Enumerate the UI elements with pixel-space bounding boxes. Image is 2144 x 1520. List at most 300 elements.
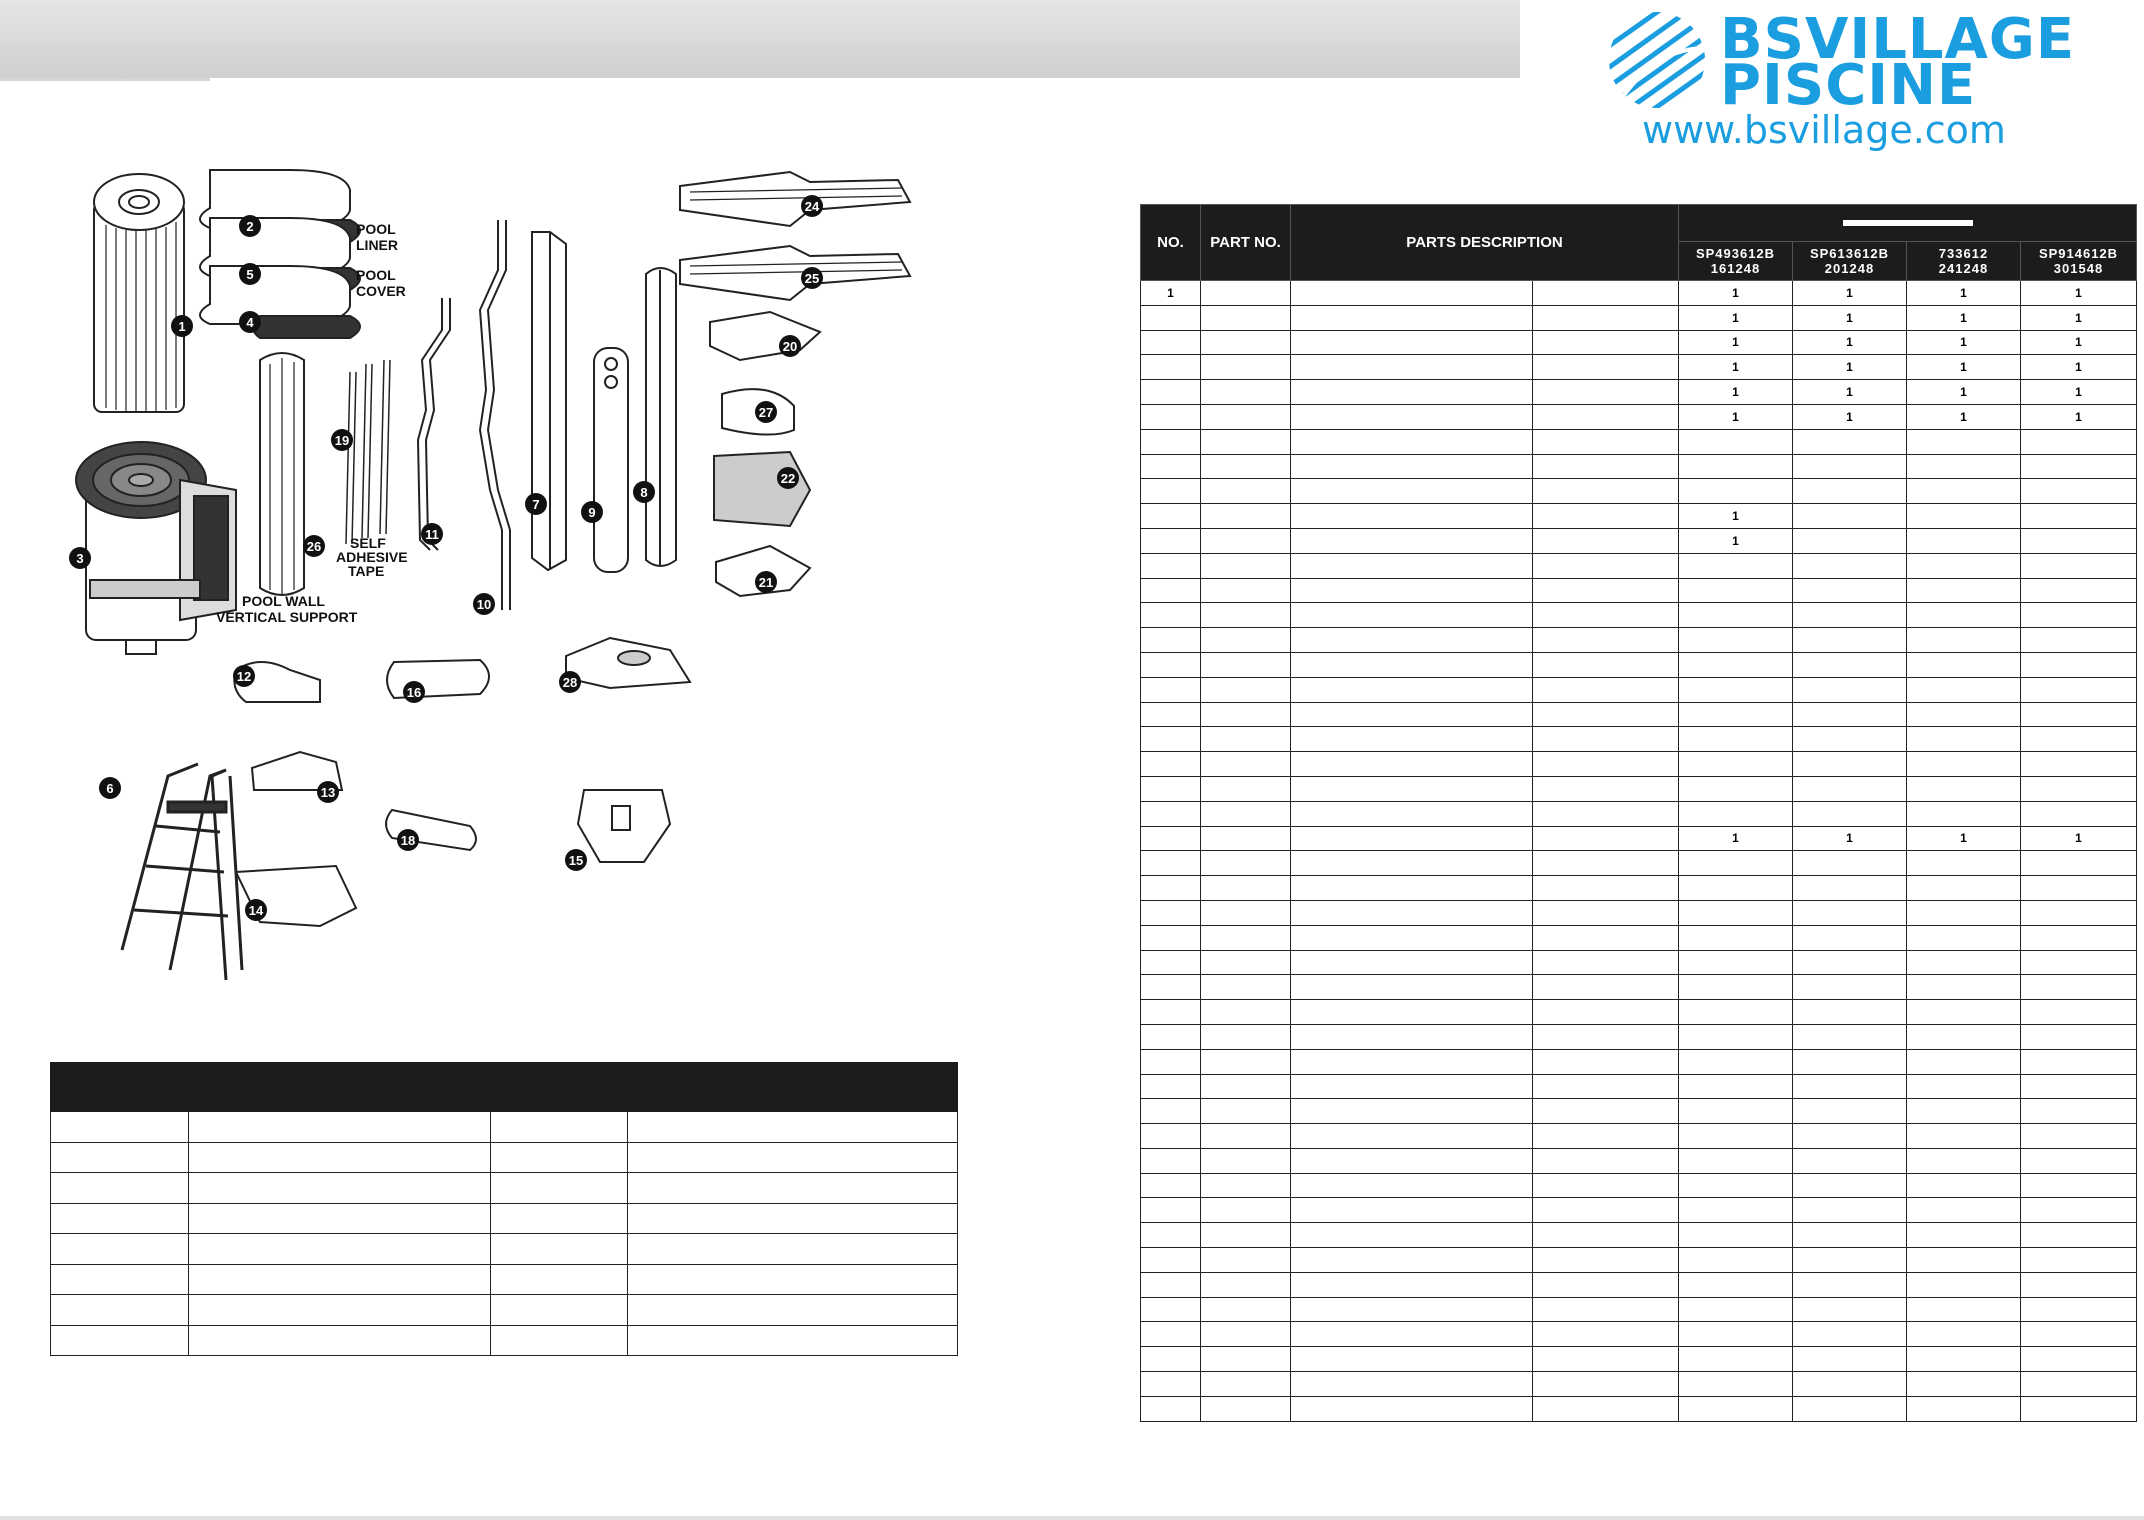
cell-part-no — [1201, 454, 1291, 479]
cell-qty-model-4 — [2021, 975, 2137, 1000]
cell-qty-model-4 — [2021, 1272, 2137, 1297]
cell-qty-model-1: 1 — [1679, 504, 1793, 529]
cell-description-2 — [1533, 1248, 1679, 1273]
cell-part-no — [1201, 1223, 1291, 1248]
cell-description-2 — [1533, 1148, 1679, 1173]
cell-description-2 — [1533, 801, 1679, 826]
cell-qty-model-2 — [1793, 776, 1907, 801]
cell-qty-model-4: 1 — [2021, 281, 2137, 306]
cell-description — [1291, 578, 1533, 603]
cell-qty-model-1 — [1679, 950, 1793, 975]
cell-qty-model-1 — [1679, 1248, 1793, 1273]
svg-text:14: 14 — [248, 903, 264, 918]
table-row — [1141, 454, 2137, 479]
cell-qty-model-2 — [1793, 1372, 1907, 1397]
cell-no: 1 — [1141, 281, 1201, 306]
cell-part-no — [1201, 1148, 1291, 1173]
ladder-drawing — [122, 764, 242, 980]
parts-diagram — [50, 150, 1010, 990]
model-group-bar — [1843, 220, 1973, 226]
cell-part-no — [1201, 776, 1291, 801]
cell-description-2 — [1533, 1297, 1679, 1322]
cell-qty-model-4 — [2021, 1248, 2137, 1273]
cell-qty-model-2 — [1793, 925, 1907, 950]
cell-qty-model-4 — [2021, 1049, 2137, 1074]
cell-part-no — [1201, 429, 1291, 454]
table-row — [1141, 1124, 2137, 1149]
cell-description — [1291, 305, 1533, 330]
logo-url: www.bsvillage.com — [1642, 108, 2006, 152]
table-row — [1141, 1248, 2137, 1273]
cell-no — [1141, 1000, 1201, 1025]
callout-28 — [559, 671, 581, 693]
upright-drawing — [532, 232, 566, 570]
spec-cell — [188, 1112, 490, 1143]
table-row — [51, 1112, 958, 1143]
cell-description — [1291, 330, 1533, 355]
cell-no — [1141, 1024, 1201, 1049]
table-row — [1141, 652, 2137, 677]
skimmer-drawing — [76, 442, 236, 654]
cell-part-no — [1201, 652, 1291, 677]
cell-qty-model-4 — [2021, 1198, 2137, 1223]
spec-cell — [51, 1173, 189, 1204]
spec-cell — [51, 1234, 189, 1265]
cell-qty-model-3 — [1907, 603, 2021, 628]
cell-no — [1141, 925, 1201, 950]
cell-qty-model-4: 1 — [2021, 380, 2137, 405]
cell-no — [1141, 1223, 1201, 1248]
cell-qty-model-1 — [1679, 1347, 1793, 1372]
cell-description-2 — [1533, 1000, 1679, 1025]
cell-part-no — [1201, 702, 1291, 727]
cell-qty-model-2 — [1793, 628, 1907, 653]
cell-no — [1141, 1049, 1201, 1074]
cell-qty-model-3 — [1907, 876, 2021, 901]
cell-no — [1141, 1148, 1201, 1173]
table-row — [51, 1295, 958, 1326]
cell-no — [1141, 553, 1201, 578]
cell-part-no — [1201, 851, 1291, 876]
cell-qty-model-3: 1 — [1907, 330, 2021, 355]
callout-7 — [525, 493, 547, 515]
cell-description — [1291, 1148, 1533, 1173]
cell-part-no — [1201, 1173, 1291, 1198]
cell-part-no — [1201, 479, 1291, 504]
cell-no — [1141, 950, 1201, 975]
cell-qty-model-2 — [1793, 1074, 1907, 1099]
cell-qty-model-1: 1 — [1679, 305, 1793, 330]
cell-part-no — [1201, 876, 1291, 901]
table-row — [1141, 677, 2137, 702]
model-code: 733612 — [1938, 246, 1989, 261]
cell-qty-model-3 — [1907, 1396, 2021, 1421]
cell-part-no — [1201, 528, 1291, 553]
table-row — [1141, 404, 2137, 429]
cell-qty-model-4 — [2021, 1173, 2137, 1198]
cell-description — [1291, 1223, 1533, 1248]
cell-description — [1291, 925, 1533, 950]
svg-text:5: 5 — [246, 267, 254, 282]
cell-description — [1291, 1347, 1533, 1372]
table-row — [1141, 1322, 2137, 1347]
cell-description — [1291, 1173, 1533, 1198]
cell-qty-model-4 — [2021, 628, 2137, 653]
cell-qty-model-3 — [1907, 1347, 2021, 1372]
cell-part-no — [1201, 1372, 1291, 1397]
cell-description-2 — [1533, 1024, 1679, 1049]
table-row — [1141, 1297, 2137, 1322]
cell-description — [1291, 1322, 1533, 1347]
callout-9 — [581, 501, 603, 523]
cell-no — [1141, 1124, 1201, 1149]
svg-text:21: 21 — [758, 575, 774, 590]
cell-qty-model-2 — [1793, 578, 1907, 603]
svg-text:19: 19 — [334, 433, 350, 448]
table-row — [1141, 603, 2137, 628]
cell-qty-model-4 — [2021, 1297, 2137, 1322]
cell-no — [1141, 1099, 1201, 1124]
spec-cell — [188, 1295, 490, 1326]
cell-qty-model-4 — [2021, 702, 2137, 727]
cell-qty-model-4: 1 — [2021, 355, 2137, 380]
callout-1 — [171, 315, 193, 337]
callout-3 — [69, 547, 91, 569]
cell-qty-model-3 — [1907, 727, 2021, 752]
cell-qty-model-1 — [1679, 1198, 1793, 1223]
cell-qty-model-3 — [1907, 1148, 2021, 1173]
cell-qty-model-2 — [1793, 727, 1907, 752]
cell-qty-model-3 — [1907, 429, 2021, 454]
callout-6 — [99, 777, 121, 799]
cell-qty-model-3 — [1907, 1297, 2021, 1322]
cell-qty-model-4 — [2021, 652, 2137, 677]
cell-description-2 — [1533, 1396, 1679, 1421]
upright-2-drawing — [646, 268, 676, 566]
cell-qty-model-2 — [1793, 702, 1907, 727]
cell-no — [1141, 776, 1201, 801]
svg-text:9: 9 — [588, 505, 596, 520]
spec-table-header — [51, 1063, 958, 1112]
cell-qty-model-1 — [1679, 603, 1793, 628]
cell-description — [1291, 1198, 1533, 1223]
cell-part-no — [1201, 1248, 1291, 1273]
callout-10 — [473, 593, 495, 615]
svg-text:25: 25 — [804, 271, 820, 286]
top-banner — [0, 0, 1520, 78]
cell-description-2 — [1533, 776, 1679, 801]
spec-cell — [628, 1173, 958, 1204]
caps-drawing — [566, 638, 690, 862]
cell-no — [1141, 801, 1201, 826]
table-row — [1141, 553, 2137, 578]
cell-description-2 — [1533, 479, 1679, 504]
cell-qty-model-1: 1 — [1679, 330, 1793, 355]
cell-part-no — [1201, 801, 1291, 826]
cell-qty-model-4 — [2021, 454, 2137, 479]
cell-qty-model-3 — [1907, 900, 2021, 925]
cell-qty-model-4 — [2021, 1396, 2137, 1421]
table-row — [1141, 1372, 2137, 1397]
table-row — [1141, 851, 2137, 876]
svg-text:26: 26 — [306, 539, 322, 554]
svg-text:20: 20 — [782, 339, 798, 354]
svg-text:16: 16 — [406, 685, 422, 700]
cell-qty-model-4 — [2021, 1099, 2137, 1124]
cell-no — [1141, 479, 1201, 504]
bottom-rule — [0, 1516, 2144, 1520]
cell-description — [1291, 404, 1533, 429]
cell-no — [1141, 652, 1201, 677]
table-row — [51, 1264, 958, 1295]
pool-liner-label-2: LINER — [356, 237, 398, 253]
cell-qty-model-1: 1 — [1679, 528, 1793, 553]
cell-qty-model-3 — [1907, 454, 2021, 479]
top-banner-tab — [0, 78, 210, 81]
cell-description-2 — [1533, 900, 1679, 925]
svg-text:27: 27 — [758, 405, 774, 420]
callout-11 — [421, 523, 443, 545]
table-row — [1141, 702, 2137, 727]
callout-15 — [565, 849, 587, 871]
cell-qty-model-2 — [1793, 1248, 1907, 1273]
cell-qty-model-1 — [1679, 553, 1793, 578]
cell-qty-model-3 — [1907, 1198, 2021, 1223]
cell-qty-model-4: 1 — [2021, 305, 2137, 330]
spec-cell — [51, 1325, 189, 1356]
table-row — [1141, 752, 2137, 777]
cell-part-no — [1201, 1074, 1291, 1099]
cell-description-2 — [1533, 305, 1679, 330]
cell-description — [1291, 727, 1533, 752]
cell-qty-model-3: 1 — [1907, 380, 2021, 405]
cell-no — [1141, 429, 1201, 454]
table-row — [1141, 330, 2137, 355]
cell-description-2 — [1533, 504, 1679, 529]
table-row — [1141, 1024, 2137, 1049]
cell-qty-model-2 — [1793, 1173, 1907, 1198]
cell-description-2 — [1533, 281, 1679, 306]
cell-qty-model-2 — [1793, 1297, 1907, 1322]
cell-qty-model-2: 1 — [1793, 355, 1907, 380]
cell-part-no — [1201, 1347, 1291, 1372]
cell-part-no — [1201, 950, 1291, 975]
cell-part-no — [1201, 1322, 1291, 1347]
cell-qty-model-4 — [2021, 727, 2137, 752]
cell-no — [1141, 851, 1201, 876]
cell-qty-model-1: 1 — [1679, 355, 1793, 380]
cell-description-2 — [1533, 876, 1679, 901]
table-row — [1141, 801, 2137, 826]
cell-no — [1141, 1074, 1201, 1099]
connectors-drawing — [710, 312, 820, 596]
cell-qty-model-3 — [1907, 851, 2021, 876]
cell-qty-model-1 — [1679, 1074, 1793, 1099]
cell-description — [1291, 652, 1533, 677]
cell-description-2 — [1533, 1347, 1679, 1372]
cell-description — [1291, 1272, 1533, 1297]
cell-part-no — [1201, 925, 1291, 950]
table-row — [1141, 1000, 2137, 1025]
cell-part-no — [1201, 1297, 1291, 1322]
cell-no — [1141, 1248, 1201, 1273]
cell-description-2 — [1533, 752, 1679, 777]
table-row — [1141, 281, 2137, 306]
cell-no — [1141, 1372, 1201, 1397]
spec-cell — [490, 1264, 628, 1295]
cell-qty-model-2 — [1793, 1322, 1907, 1347]
cell-part-no — [1201, 355, 1291, 380]
cell-part-no — [1201, 826, 1291, 851]
cell-qty-model-4: 1 — [2021, 826, 2137, 851]
cell-description — [1291, 876, 1533, 901]
cell-no — [1141, 330, 1201, 355]
cell-qty-model-4 — [2021, 1024, 2137, 1049]
callout-5 — [239, 263, 261, 285]
table-row — [1141, 479, 2137, 504]
cell-no — [1141, 305, 1201, 330]
cell-qty-model-2 — [1793, 851, 1907, 876]
cell-part-no — [1201, 603, 1291, 628]
cell-qty-model-1 — [1679, 801, 1793, 826]
spec-cell — [628, 1142, 958, 1173]
cell-qty-model-2 — [1793, 900, 1907, 925]
svg-text:6: 6 — [106, 781, 114, 796]
svg-text:7: 7 — [532, 497, 540, 512]
cell-no — [1141, 1297, 1201, 1322]
cell-description — [1291, 1024, 1533, 1049]
cell-qty-model-1 — [1679, 1000, 1793, 1025]
cell-qty-model-3 — [1907, 776, 2021, 801]
callout-25 — [801, 267, 823, 289]
cell-description-2 — [1533, 702, 1679, 727]
logo-wordmark-line1: BSVILLAGE — [1720, 7, 2076, 72]
cell-part-no — [1201, 1099, 1291, 1124]
cell-qty-model-3 — [1907, 1024, 2021, 1049]
spec-cell — [628, 1203, 958, 1234]
cell-description — [1291, 1074, 1533, 1099]
header-models-group — [1679, 205, 2137, 242]
model-size: 301548 — [2053, 261, 2104, 276]
cell-qty-model-2: 1 — [1793, 305, 1907, 330]
cell-no — [1141, 1396, 1201, 1421]
cell-qty-model-4 — [2021, 876, 2137, 901]
cell-part-no — [1201, 1000, 1291, 1025]
cell-qty-model-3 — [1907, 528, 2021, 553]
spec-cell — [51, 1112, 189, 1143]
cell-qty-model-1 — [1679, 752, 1793, 777]
model-header-1 — [1679, 242, 1793, 281]
cell-description — [1291, 504, 1533, 529]
callout-12 — [233, 665, 255, 687]
table-row — [1141, 975, 2137, 1000]
pool-cover-label-1: POOL — [356, 267, 396, 283]
cell-description — [1291, 553, 1533, 578]
cell-qty-model-1 — [1679, 652, 1793, 677]
cell-qty-model-4 — [2021, 1000, 2137, 1025]
table-row — [1141, 1173, 2137, 1198]
folded-liner-drawing — [200, 170, 360, 338]
cell-qty-model-2 — [1793, 1272, 1907, 1297]
cell-qty-model-2 — [1793, 504, 1907, 529]
cell-description-2 — [1533, 628, 1679, 653]
cell-description-2 — [1533, 603, 1679, 628]
spec-cell — [188, 1173, 490, 1204]
table-row — [1141, 727, 2137, 752]
cell-qty-model-2 — [1793, 1198, 1907, 1223]
cell-qty-model-2 — [1793, 1124, 1907, 1149]
cell-qty-model-1 — [1679, 1024, 1793, 1049]
bracket-rails-drawing — [418, 220, 510, 610]
cell-description — [1291, 281, 1533, 306]
cell-qty-model-2 — [1793, 876, 1907, 901]
logo-wordmark-line2: PISCINE — [1720, 53, 1977, 118]
cell-qty-model-2 — [1793, 479, 1907, 504]
cell-qty-model-3 — [1907, 677, 2021, 702]
spec-cell — [51, 1295, 189, 1326]
cell-description-2 — [1533, 404, 1679, 429]
cell-qty-model-3 — [1907, 1248, 2021, 1273]
cell-no — [1141, 1173, 1201, 1198]
cell-part-no — [1201, 900, 1291, 925]
cell-qty-model-4 — [2021, 504, 2137, 529]
cell-description — [1291, 1248, 1533, 1273]
cell-qty-model-1 — [1679, 677, 1793, 702]
svg-text:24: 24 — [804, 199, 820, 214]
cell-qty-model-2 — [1793, 1148, 1907, 1173]
table-row — [1141, 1049, 2137, 1074]
svg-text:22: 22 — [780, 471, 796, 486]
table-row — [1141, 1272, 2137, 1297]
callout-27 — [755, 401, 777, 423]
header-parts-description: PARTS DESCRIPTION — [1291, 205, 1679, 281]
cell-qty-model-2 — [1793, 1347, 1907, 1372]
cell-description-2 — [1533, 1198, 1679, 1223]
spec-table — [50, 1062, 958, 1356]
cell-no — [1141, 876, 1201, 901]
cell-description — [1291, 1000, 1533, 1025]
cell-qty-model-1 — [1679, 925, 1793, 950]
model-size: 161248 — [1710, 261, 1761, 276]
cell-qty-model-1 — [1679, 1049, 1793, 1074]
cell-qty-model-1: 1 — [1679, 826, 1793, 851]
cell-qty-model-3 — [1907, 752, 2021, 777]
cell-qty-model-1 — [1679, 1099, 1793, 1124]
cell-description — [1291, 900, 1533, 925]
spec-cell — [188, 1264, 490, 1295]
cell-no — [1141, 628, 1201, 653]
cell-qty-model-2 — [1793, 1099, 1907, 1124]
model-size: 201248 — [1824, 261, 1875, 276]
svg-text:8: 8 — [640, 485, 648, 500]
model-code: SP613612B — [1809, 246, 1890, 261]
svg-text:12: 12 — [236, 669, 252, 684]
cell-qty-model-2 — [1793, 553, 1907, 578]
cell-description-2 — [1533, 553, 1679, 578]
cell-description-2 — [1533, 528, 1679, 553]
cell-qty-model-3 — [1907, 652, 2021, 677]
cell-part-no — [1201, 677, 1291, 702]
cell-qty-model-3: 1 — [1907, 826, 2021, 851]
cell-qty-model-4 — [2021, 1372, 2137, 1397]
model-header-3 — [1907, 242, 2021, 281]
cell-qty-model-2: 1 — [1793, 281, 1907, 306]
cell-no — [1141, 752, 1201, 777]
table-row — [51, 1325, 958, 1356]
leg-drawing — [594, 348, 628, 572]
model-code: SP914612B — [2038, 246, 2119, 261]
spec-cell — [188, 1203, 490, 1234]
